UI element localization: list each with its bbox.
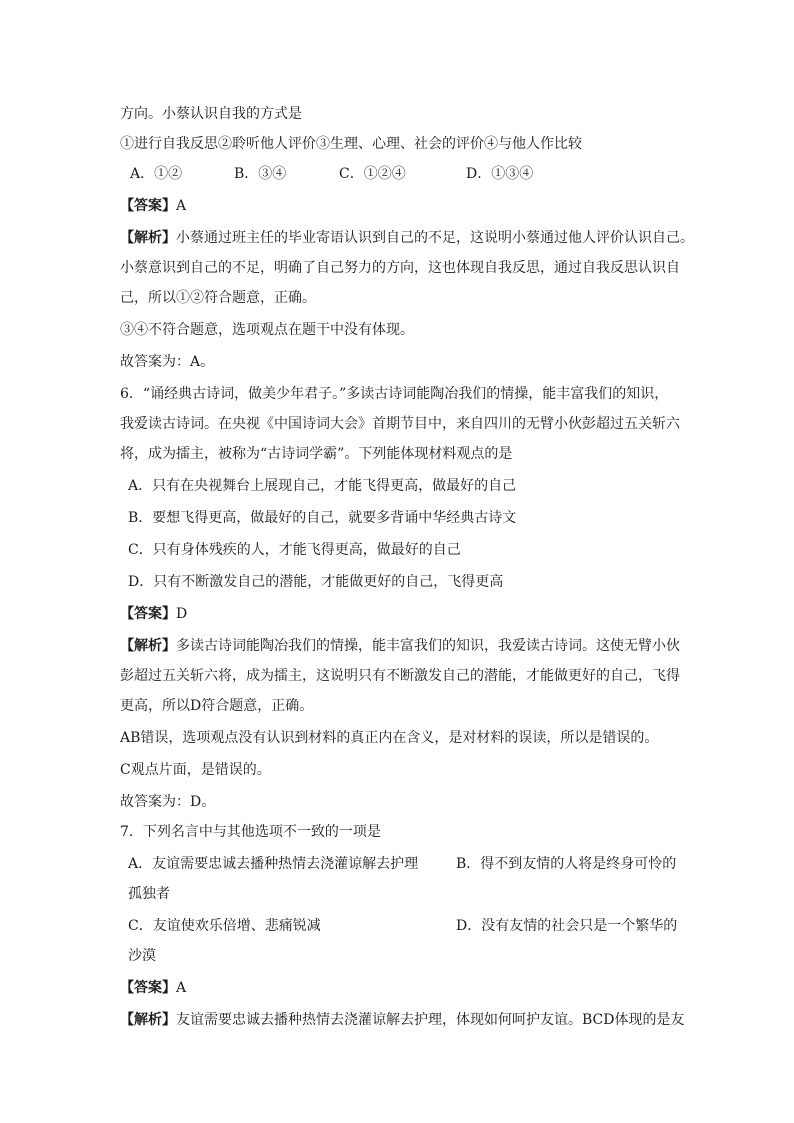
q7-answer — [120, 978, 186, 998]
q7-option-b-continued: 孤独者 — [128, 886, 170, 902]
answer-tag: 【答案】 — [120, 980, 176, 996]
analysis-text: 小蔡通过班主任的毕业寄语认识到自己的不足，这说明小蔡通过他人评价认识自己。 — [176, 230, 694, 246]
analysis-tag: 【解析】 — [120, 638, 176, 654]
q5-option-d: D．①③④ — [466, 166, 534, 182]
answer-tag: 【答案】 — [120, 606, 176, 622]
q6-option-b: B．要想飞得更高，做最好的自己，就要多背诵中华经典古诗文 — [128, 510, 517, 526]
q6-analysis-line-5: C观点片面，是错误的。 — [120, 762, 271, 778]
q5-answer — [120, 196, 186, 216]
q6-stem-line-2: 我爱读古诗词。在央视《中国诗词大会》首期节目中，来自四川的无臂小伙彭超过五关斩六 — [120, 416, 680, 432]
q5-option-b: B．③④ — [234, 166, 287, 182]
analysis-tag: 【解析】 — [120, 230, 176, 246]
analysis-text: 友谊需要忠诚去播种热情去浇灌谅解去护理，体现如何呵护友谊。BCD体现的是友 — [176, 1012, 685, 1028]
q6-option-d: D．只有不断激发自己的潜能，才能做更好的自己，飞得更高 — [128, 574, 504, 590]
answer-value: A — [176, 198, 187, 214]
answer-tag: 【答案】 — [120, 198, 176, 214]
q7-option-b: B．得不到友情的人将是终身可怜的 — [456, 856, 677, 872]
q6-analysis-line-4: AB错误，选项观点没有认识到材料的真正内在含义，是对材料的误读，所以是错误的。 — [120, 730, 659, 746]
q6-option-c: C．只有身体残疾的人，才能飞得更高，做最好的自己 — [128, 542, 461, 558]
q7-option-c: C．友谊使欢乐倍增、悲痛锐减 — [128, 918, 321, 934]
q6-analysis-line-2: 彭超过五关斩六将，成为擂主，这说明只有不断激发自己的潜能，才能做更好的自己，飞得 — [120, 668, 680, 684]
q6-analysis-line-3: 更高，所以D符合题意，正确。 — [120, 698, 314, 714]
q5-conclusion: 故答案为：A。 — [120, 354, 215, 370]
q6-conclusion: 故答案为：D。 — [120, 794, 216, 810]
q7-option-d: D．没有友情的社会只是一个繁华的 — [456, 918, 678, 934]
q5-option-a: A．①② — [130, 166, 183, 182]
q6-answer — [120, 604, 187, 624]
q7-analysis-line-1 — [120, 1010, 684, 1030]
q5-analysis-line-3: 己，所以①②符合题意，正确。 — [120, 290, 316, 306]
q5-analysis-line-1 — [120, 228, 694, 248]
q7-option-d-continued: 沙漠 — [128, 948, 156, 964]
q6-stem-line-3: 将，成为擂主，被称为“古诗词学霸”。下列能体现材料观点的是 — [120, 446, 513, 462]
answer-value: D — [176, 606, 188, 622]
q5-analysis-line-4: ③④不符合题意，选项观点在题干中没有体现。 — [120, 322, 414, 338]
answer-value: A — [176, 980, 187, 996]
q6-option-a: A．只有在央视舞台上展现自己，才能飞得更高，做最好的自己 — [128, 478, 517, 494]
q6-analysis-line-1 — [120, 636, 680, 656]
analysis-text: 多读古诗词能陶冶我们的情操，能丰富我们的知识，我爱读古诗词。这使无臂小伙 — [176, 638, 680, 654]
q7-stem: 7．下列名言中与其他选项不一致的一项是 — [120, 824, 381, 840]
q5-stem-line-2: ①进行自我反思②聆听他人评价③生理、心理、社会的评价④与他人作比较 — [120, 136, 582, 152]
q5-option-c: C．①②④ — [339, 166, 406, 182]
q5-stem-line-1: 方向。小蔡认识自我的方式是 — [120, 106, 302, 122]
q5-analysis-line-2: 小蔡意识到自己的不足，明确了自己努力的方向，这也体现自我反思，通过自我反思认识自 — [120, 260, 680, 276]
q6-stem-line-1: 6．“诵经典古诗词，做美少年君子。”多读古诗词能陶冶我们的情操，能丰富我们的知识， — [120, 386, 669, 402]
analysis-tag: 【解析】 — [120, 1012, 176, 1028]
q7-option-a: A．友谊需要忠诚去播种热情去浇灌谅解去护理 — [128, 856, 419, 872]
